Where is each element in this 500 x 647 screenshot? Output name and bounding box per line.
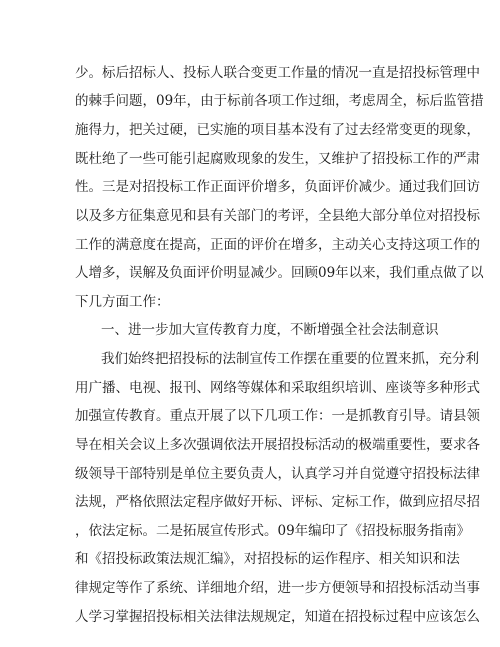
text-line: 下几方面工作： [75, 294, 170, 310]
text-line: 导在相关会议上多次强调依法开展招投标活动的极端重要性，要求各 [75, 437, 480, 453]
text-line: 以及多方征集意见和县有关部门的考评，全县绝大部分单位对招投标 [75, 208, 480, 224]
text-line: 法规，严格依照法定程序做好开标、评标、定标工作，做到应招尽招 [75, 494, 480, 510]
text-line: 工作的满意度在提高，正面的评价在增多，主动关心支持这项工作的 [75, 237, 480, 253]
text-line: 的棘手问题，09年，由于标前各项工作过细，考虑周全，标后监管措 [75, 93, 484, 109]
text-line: 我们始终把招投标的法制宣传工作摆在重要的位置来抓，充分利 [101, 351, 479, 367]
text-line: 级领导干部特别是单位主要负责人，认真学习并自觉遵守招投标法律 [75, 466, 480, 482]
text-line: 和《招投标政策法规汇编》，对招投标的运作程序、相关知识和法 [75, 551, 460, 567]
text-line: 人学习掌握招投标相关法律法规规定，知道在招投标过程中应该怎么 [75, 609, 480, 625]
text-line: 律规定等作了系统、详细地介绍，进一步方便领导和招投标活动当事 [75, 580, 480, 596]
text-line: 用广播、电视、报刊、网络等媒体和采取组织培训、座谈等多种形式 [75, 380, 480, 396]
text-line: 少。标后招标人、投标人联合变更工作量的情况一直是招投标管理中 [75, 65, 480, 81]
text-line: 施得力，把关过硬，已实施的项目基本没有了过去经常变更的现象， [75, 122, 480, 138]
text-line: ，依法定标。二是拓展宣传形式。09年编印了《招投标服务指南》 [75, 523, 471, 539]
text-line: 既杜绝了一些可能引起腐败现象的发生，又维护了招投标工作的严肃 [75, 151, 480, 167]
text-line: 人增多，误解及负面评价明显减少。回顾09年以来，我们重点做了以 [75, 265, 484, 281]
text-line: 性。三是对招投标工作正面评价增多，负面评价减少。通过我们回访 [75, 179, 480, 195]
section-heading: 一、进一步加大宣传教育力度，不断增强全社会法制意识 [101, 322, 439, 338]
text-line: 加强宣传教育。重点开展了以下几项工作：一是抓教育引导。请县领 [75, 408, 480, 424]
